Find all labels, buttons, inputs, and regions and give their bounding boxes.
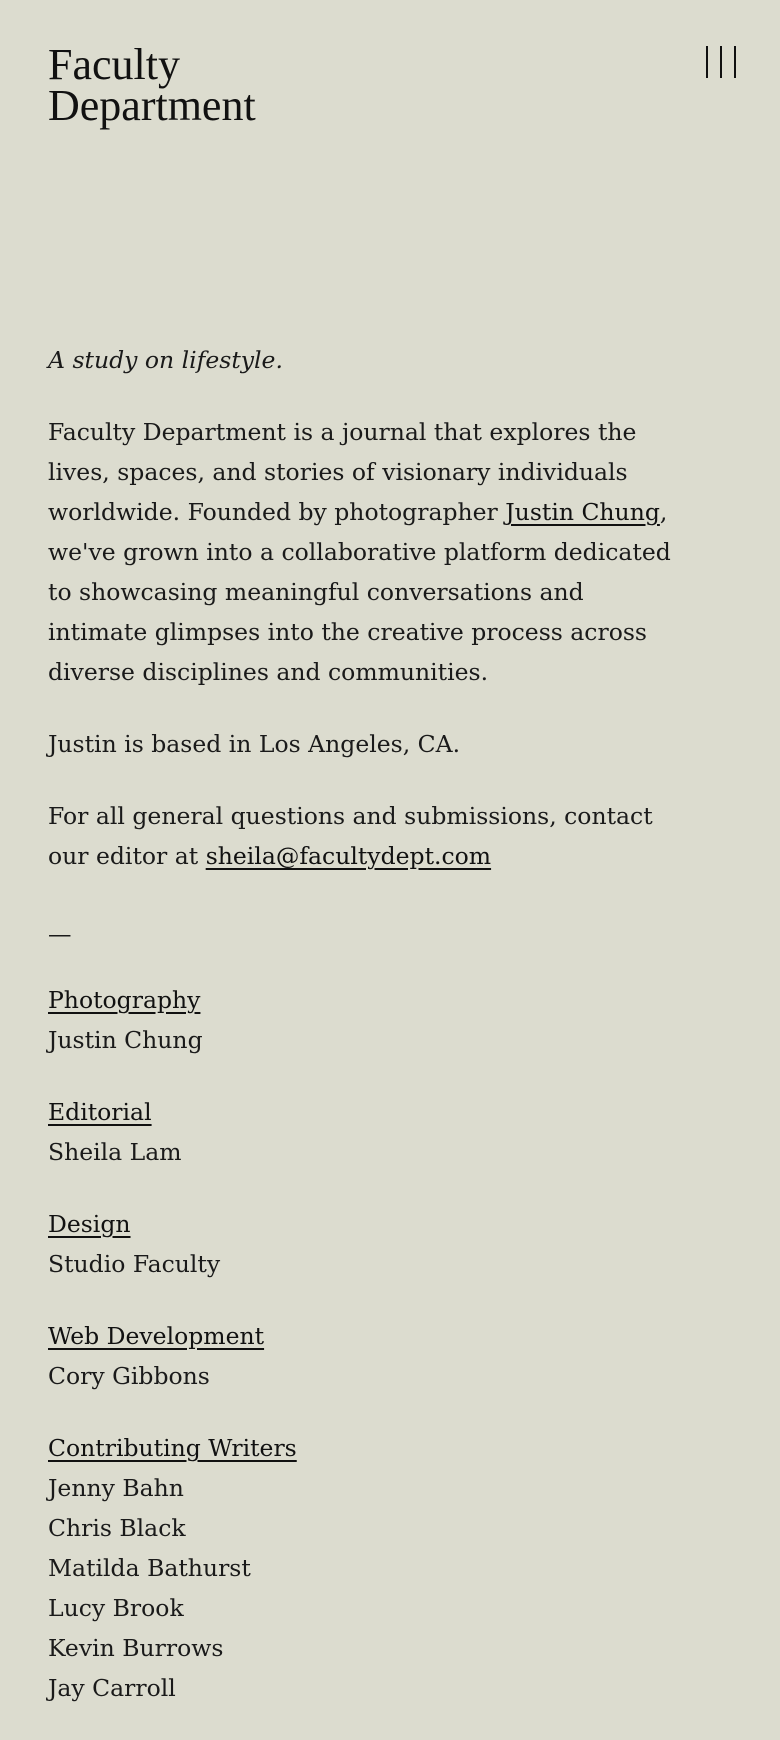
credit-name: Chris Black — [48, 1514, 186, 1542]
credits-list — [48, 980, 688, 1708]
credit-name: Studio Faculty — [48, 1250, 221, 1278]
credit-role-link[interactable]: Design — [48, 1210, 131, 1238]
site-title[interactable] — [48, 40, 256, 130]
credit-group — [48, 1428, 688, 1708]
site-title-line1: Faculty — [48, 40, 180, 89]
about-text: Faculty Department is a journal that explores the lives, spaces, and stories of visionary individuals worldwide. Founded by photographer — [48, 418, 637, 526]
credit-name: Matilda Bathurst — [48, 1554, 251, 1582]
credit-name: Jenny Bahn — [48, 1474, 184, 1502]
menu-icon — [706, 46, 708, 78]
contact-paragraph — [48, 796, 688, 876]
menu-button[interactable] — [706, 46, 736, 80]
about-content — [48, 340, 688, 1740]
credit-name: Lucy Brook — [48, 1594, 184, 1622]
credit-group — [48, 1204, 688, 1284]
credit-role-link[interactable]: Photography — [48, 986, 201, 1014]
contact-text: For all general questions and submissions, contact our editor at — [48, 802, 653, 870]
editor-email-link[interactable]: sheila@facultydept.com — [205, 842, 492, 870]
site-title-line2: Department — [48, 81, 256, 130]
tagline: A study on lifestyle. — [48, 346, 283, 374]
credit-group — [48, 1316, 688, 1396]
about-text-cont: , we've grown into a collaborative platform dedicated to showcasing meaningful conversations and intimate glimpses into the creative process across diverse disciplines and communities. — [48, 498, 671, 686]
menu-icon-bar — [734, 46, 736, 78]
credit-name: Justin Chung — [48, 1026, 203, 1054]
credit-role-link[interactable]: Editorial — [48, 1098, 152, 1126]
menu-icon-bar — [720, 46, 722, 78]
credit-name: Cory Gibbons — [48, 1362, 210, 1390]
credit-name: Jay Carroll — [48, 1674, 176, 1702]
credit-role-link[interactable]: Contributing Writers — [48, 1434, 297, 1462]
separator: — — [48, 920, 72, 948]
credit-group — [48, 980, 688, 1060]
credit-name: Sheila Lam — [48, 1138, 182, 1166]
credit-name: Kevin Burrows — [48, 1634, 224, 1662]
credit-group — [48, 1092, 688, 1172]
location-text: Justin is based in Los Angeles, CA. — [48, 730, 461, 758]
about-paragraph — [48, 412, 688, 692]
credit-role-link[interactable]: Web Development — [48, 1322, 265, 1350]
founder-link[interactable]: Justin Chung — [505, 498, 660, 526]
